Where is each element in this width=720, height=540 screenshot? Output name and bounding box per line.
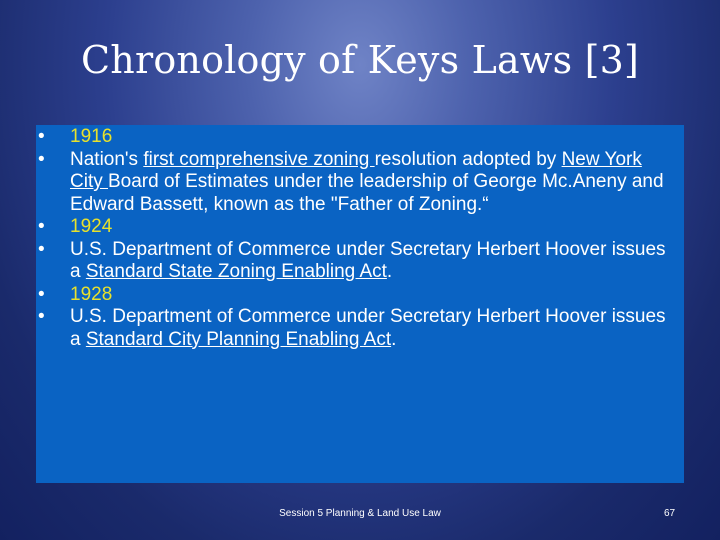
text-segment: resolution adopted by xyxy=(374,148,562,170)
slide-title: Chronology of Keys Laws [3] xyxy=(81,38,639,82)
page-number: 67 xyxy=(664,508,676,519)
text-segment: . xyxy=(386,261,393,282)
bullet-year-1928 xyxy=(36,284,684,307)
underlined-phrase: first comprehensive zoning xyxy=(143,148,375,170)
text-segment: U.S. Department of Commerce under Secretary Herbert Hoover issues a xyxy=(70,238,666,282)
bullet-year-1916 xyxy=(36,126,684,149)
text-segment: Nation's xyxy=(70,148,144,170)
year-label: 1928 xyxy=(70,283,113,305)
bullet-zoning-resolution xyxy=(36,149,684,217)
underlined-phrase: Standard State Zoning Enabling Act xyxy=(85,261,387,282)
text-segment: . xyxy=(391,328,397,350)
bullet-dot: • xyxy=(38,126,45,147)
bullet-year-1924 xyxy=(36,216,684,239)
content-box xyxy=(36,125,684,483)
underlined-phrase: New York City xyxy=(70,148,642,192)
bullet-dot: • xyxy=(38,306,45,327)
bullet-dot: • xyxy=(38,148,45,170)
bullet-city-planning-act xyxy=(36,306,684,351)
year-label: 1924 xyxy=(70,216,113,237)
bullet-dot: • xyxy=(38,216,45,237)
underlined-phrase: Standard City Planning Enabling Act xyxy=(85,328,392,350)
bullet-dot: • xyxy=(38,283,45,305)
slide-footer: Session 5 Planning & Land Use Law xyxy=(279,508,441,519)
text-segment: Board of Estimates under the leadership of George Mc.Aneny and Edward Bassett, known as the "Father of Zoning.“ xyxy=(70,171,664,215)
year-label: 1916 xyxy=(70,126,113,147)
bullet-dot: • xyxy=(38,238,45,260)
bullet-list xyxy=(36,126,684,351)
text-segment: U.S. Department of Commerce under Secretary Herbert Hoover issues a xyxy=(70,306,666,350)
bullet-state-zoning-act xyxy=(36,239,684,284)
